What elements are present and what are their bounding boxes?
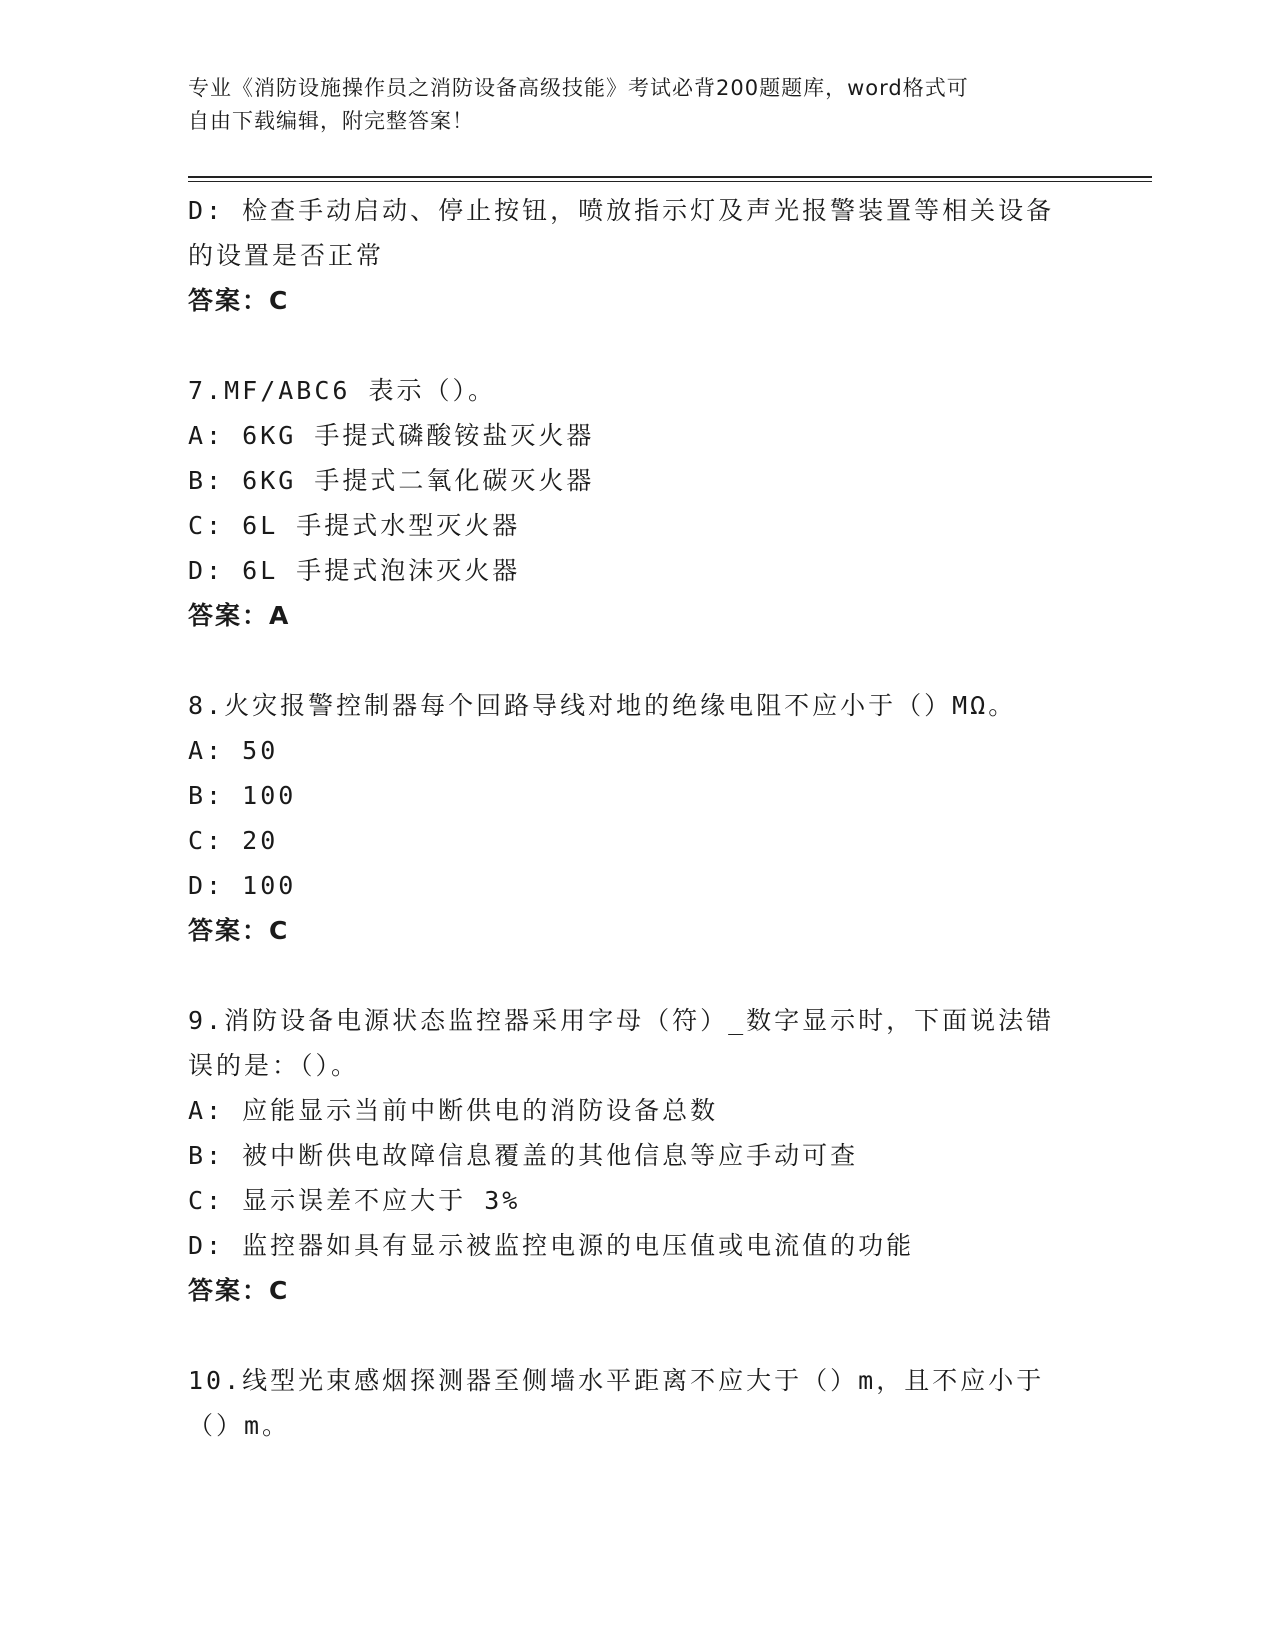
- question-6-remainder: [188, 188, 1088, 323]
- option-c: C: 显示误差不应大于 3%: [188, 1186, 521, 1215]
- page-header: [188, 72, 1088, 138]
- option-b: B: 6KG 手提式二氧化碳灭火器: [188, 466, 595, 495]
- spacer: [188, 953, 1088, 998]
- option-a: A: 应能显示当前中断供电的消防设备总数: [188, 1096, 719, 1125]
- question-7: [188, 368, 1088, 638]
- question-9: [188, 998, 1088, 1313]
- question-stem: 8.火灾报警控制器每个回路导线对地的绝缘电阻不应小于（）MΩ。: [188, 691, 1017, 720]
- question-stem-continued: （）m。: [188, 1411, 291, 1440]
- option-b: B: 被中断供电故障信息覆盖的其他信息等应手动可查: [188, 1141, 859, 1170]
- answer: 答案：C: [188, 286, 290, 315]
- header-title-line-2: 自由下载编辑，附完整答案！: [188, 109, 474, 133]
- answer: 答案：C: [188, 1276, 290, 1305]
- spacer: [188, 1313, 1088, 1358]
- question-10: [188, 1358, 1088, 1448]
- spacer: [188, 323, 1088, 368]
- question-stem: 9.消防设备电源状态监控器采用字母（符）_数字显示时，下面说法错: [188, 1006, 1055, 1035]
- document-body: [188, 188, 1088, 1448]
- option-a: A: 6KG 手提式磷酸铵盐灭火器: [188, 421, 595, 450]
- option-d: D: 监控器如具有显示被监控电源的电压值或电流值的功能: [188, 1231, 915, 1260]
- option-a: A: 50: [188, 736, 279, 765]
- option-d-continued: 的设置是否正常: [188, 241, 385, 270]
- option-d: D: 检查手动启动、停止按钮，喷放指示灯及声光报警装置等相关设备: [188, 196, 1055, 225]
- header-divider-thin: [188, 181, 1152, 182]
- option-d: D: 6L 手提式泡沫灭火器: [188, 556, 521, 585]
- question-stem: 10.线型光束感烟探测器至侧墙水平距离不应大于（）m，且不应小于: [188, 1366, 1045, 1395]
- header-divider-thick: [188, 176, 1152, 178]
- option-c: C: 20: [188, 826, 279, 855]
- option-c: C: 6L 手提式水型灭火器: [188, 511, 521, 540]
- answer: 答案：A: [188, 601, 291, 630]
- question-stem-continued: 误的是：（）。: [188, 1051, 360, 1080]
- header-title-line-1: 专业《消防设施操作员之消防设备高级技能》考试必背200题题库，word格式可: [188, 76, 969, 100]
- option-b: B: 100: [188, 781, 297, 810]
- answer: 答案：C: [188, 916, 290, 945]
- option-d: D: 100: [188, 871, 297, 900]
- question-stem: 7.MF/ABC6 表示（）。: [188, 376, 497, 405]
- spacer: [188, 638, 1088, 683]
- question-8: [188, 683, 1088, 953]
